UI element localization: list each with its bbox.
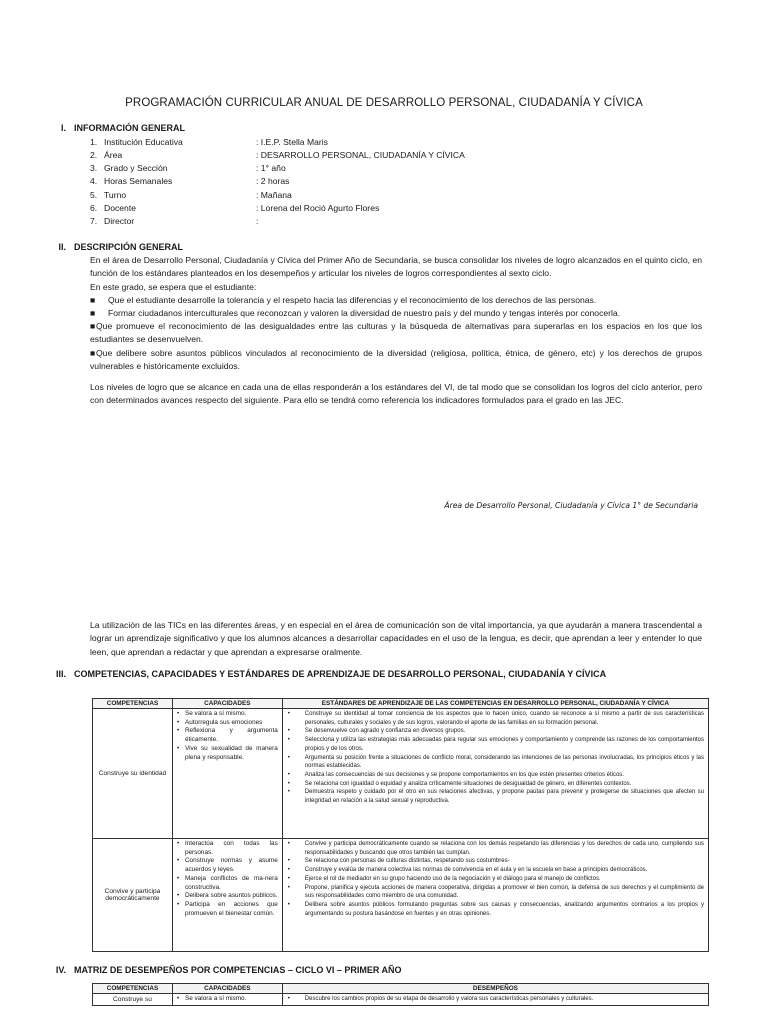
estandares-cell bbox=[282, 839, 708, 952]
info-label: Turno bbox=[104, 190, 127, 200]
capacidades-cell bbox=[172, 709, 282, 839]
section-heading-competencias bbox=[50, 669, 730, 679]
table-row bbox=[93, 709, 709, 839]
table-header-row bbox=[93, 699, 709, 709]
info-row-turno: 5. Turno : Mañana bbox=[90, 190, 292, 200]
list-item: • Reflexiona y argumenta éticamente. bbox=[176, 727, 278, 744]
tics-paragraph: La utilización de las TICs en las diferentes áreas, y en especial en el área de comunicación son de vital importancia, ya que ayudarán a manera trascendental a lograr un aprendizaje significativo y que los alumnos alcances a desarrollar capacidades en el uso de la lengua, es decir, que aprendan a leer y entender lo que leen, que aprendan a redactar y que aprendan a expresarse oralmente. bbox=[90, 620, 702, 657]
list-item: • Delibera sobre asuntos públicos formulando preguntas sobre sus causas y consecuencias, analizando argumentos contrarios a los propios y argumentando su postura basándose en fuentes y en otras opiniones. bbox=[285, 901, 704, 918]
section-title: COMPETENCIAS, CAPACIDADES Y ESTÁNDARES DE APRENDIZAJE DE DESARROLLO PERSONAL, CIUDADANÍA Y CÍVICA bbox=[74, 669, 607, 679]
square-bullet-icon: ■ bbox=[90, 348, 96, 358]
column-header: DESEMPEÑOS bbox=[282, 984, 708, 994]
info-value: : I.E.P. Stella Maris bbox=[256, 137, 328, 147]
info-value: : 1° año bbox=[256, 163, 286, 173]
table-header-row bbox=[93, 984, 709, 994]
expectation-intro: En este grado, se espera que el estudiante: bbox=[90, 282, 257, 292]
section-title: MATRIZ DE DESEMPEÑOS POR COMPETENCIAS – CICLO VI – PRIMER AÑO bbox=[74, 965, 402, 975]
competencia-cell: Convive y participa democráticamente bbox=[93, 839, 173, 952]
section-number: I. bbox=[60, 123, 66, 133]
section-number: II. bbox=[58, 242, 66, 252]
list-item: • Demuestra respeto y cuidado por el otro en sus relaciones afectivas, y propone pautas para prevenir y protegerse de situaciones que afecten su integridad en relación a la salud sexual y reproductiva. bbox=[285, 788, 704, 805]
list-item: • Se valora a sí mismo. bbox=[176, 995, 278, 1004]
list-item: • Ejerce el rol de mediador en su grupo haciendo uso de la negociación y el diálogo para el manejo de conflictos. bbox=[285, 875, 704, 884]
competencias-table bbox=[92, 698, 709, 952]
info-row-grado: 3. Grado y Sección : 1° año bbox=[90, 163, 286, 173]
square-bullet-icon: ■ bbox=[90, 321, 96, 331]
list-item: • Construye su identidad al tomar conciencia de los aspectos que lo hacen único, cuando se reconoce a sí mismo a partir de sus características personales, culturales y sociales y de sus logros, valorando el aporte de las familias en su formación personal. bbox=[285, 710, 704, 727]
info-label: Horas Semanales bbox=[104, 176, 173, 186]
bullet-item: ■ Formar ciudadanos interculturales que reconozcan y valoren la diversidad de nuestro país y del mundo y tengas interés por conocerla. bbox=[90, 307, 702, 320]
table-row bbox=[93, 994, 709, 1006]
estandares-cell bbox=[282, 709, 708, 839]
levels-paragraph: Los niveles de logro que se alcance en cada una de ellas responderán a los estándares del VI, de tal modo que se consolidan los logros del ciclo anterior, pero con determinados avances respecto del siguiente. Para ello se tendrá como referencia los indicadores formulados para el grado en las JEC. bbox=[90, 382, 702, 406]
capacidades-cell bbox=[172, 839, 282, 952]
info-value: : bbox=[256, 216, 259, 226]
column-header: COMPETENCIAS bbox=[93, 984, 173, 994]
list-item: • Participa en acciones que promueven el bienestar común. bbox=[176, 901, 278, 918]
info-row-horas: 4. Horas Semanales : 2 horas bbox=[90, 176, 290, 186]
section-heading-descripcion-general bbox=[50, 242, 183, 252]
list-item: • Descubre los cambios propios de su etapa de desarrollo y valora sus características personales y culturales. bbox=[285, 995, 704, 1004]
list-item: • Delibera sobre asuntos públicos. bbox=[176, 892, 278, 901]
info-label: Director bbox=[104, 216, 135, 226]
info-label: Área bbox=[104, 150, 123, 160]
list-item: • Vive su sexualidad de manera plena y responsable. bbox=[176, 745, 278, 762]
square-bullet-icon: ■ bbox=[90, 295, 96, 305]
list-item: • Se valora a sí mismo. bbox=[176, 710, 278, 719]
info-label: Institución Educativa bbox=[104, 137, 183, 147]
column-header: ESTÁNDARES DE APRENDIZAJE DE LAS COMPETENCIAS EN DESARROLLO PERSONAL, CIUDADANÍA Y CÍVICA bbox=[282, 699, 708, 709]
list-item: • Argumenta su posición frente a situaciones de conflicto moral, considerando las intenciones de las personas involucradas, los principios éticos y las normas establecidas. bbox=[285, 754, 704, 771]
column-header: CAPACIDADES bbox=[172, 984, 282, 994]
info-row-area: 2. Área : DESARROLLO PERSONAL, CIUDADANÍA Y CÍVICA bbox=[90, 150, 465, 160]
page-footer: Área de Desarrollo Personal, Ciudadanía y Cívica 1° de Secundaria bbox=[444, 501, 698, 510]
list-item: • Autorregula sus emociones bbox=[176, 719, 278, 728]
bullet-item: ■Que promueve el reconocimiento de las desigualdades entre las culturas y la búsqueda de alternativas para superarlas en los espacios en los que los estudiantes se desenvuelven. bbox=[90, 321, 702, 345]
info-value: : 2 horas bbox=[256, 176, 290, 186]
section-title: DESCRIPCIÓN GENERAL bbox=[74, 242, 184, 252]
section-number: III. bbox=[55, 669, 66, 679]
competencia-cell: Construye su identidad bbox=[93, 709, 173, 839]
info-label: Grado y Sección bbox=[104, 163, 168, 173]
info-row-docente: 6. Docente : Lorena del Roció Agurto Flores bbox=[90, 203, 380, 213]
list-item: • Selecciona y utiliza las estrategias más adecuadas para regular sus emociones y comportamiento y comprende las razones de los comportamientos propios y de los otros. bbox=[285, 736, 704, 753]
list-item: • Se desenvuelve con agrado y confianza en diversos grupos. bbox=[285, 727, 704, 736]
list-item: • Convive y participa democráticamente cuando se relaciona con los demás respetando las diferencias y los derechos de cada uno, cumpliendo sus responsabilidades y buscando que otros también las cumplan. bbox=[285, 840, 704, 857]
list-item: • Construye normas y asume acuerdos y leyes. bbox=[176, 857, 278, 874]
list-item: • Se relaciona con personas de culturas distintas, respetando sus costumbres- bbox=[285, 857, 704, 866]
section-heading-informacion-general bbox=[50, 123, 185, 133]
info-value: : Mañana bbox=[256, 190, 292, 200]
info-row-institucion: 1. Institución Educativa : I.E.P. Stella Maris bbox=[90, 137, 328, 147]
table-row bbox=[93, 839, 709, 952]
info-row-director: 7. Director : bbox=[90, 216, 259, 226]
list-item: • Propone, planifica y ejecuta acciones de manera cooperativa, dirigidas a promover el bien común, la defensa de sus derechos y el cumplimiento de sus responsabilidades como miembro de una comunidad. bbox=[285, 884, 704, 901]
column-header: CAPACIDADES bbox=[172, 699, 282, 709]
info-value: : DESARROLLO PERSONAL, CIUDADANÍA Y CÍVICA bbox=[256, 150, 465, 160]
list-item: • Analiza las consecuencias de sus decisiones y se propone comportamientos en los que estén presentes criterios éticos. bbox=[285, 771, 704, 780]
capacidades-cell bbox=[172, 994, 282, 1006]
list-item: • Interactúa con todas las personas. bbox=[176, 840, 278, 857]
section-number: IV. bbox=[55, 965, 66, 975]
list-item: • Construye y evalúa de manera colectiva las normas de convivencia en el aula y en la escuela en base a principios democráticos. bbox=[285, 866, 704, 875]
section-heading-matriz bbox=[50, 965, 402, 975]
list-item: • Se relaciona con igualdad o equidad y analiza críticamente situaciones de desigualdad de género, en diferentes contextos. bbox=[285, 780, 704, 789]
matriz-table bbox=[92, 983, 709, 1006]
description-paragraph: En el área de Desarrollo Personal, Ciudadanía y Cívica del Primer Año de Secundaria, se busca consolidar los niveles de logro alcanzados en el quinto ciclo, en función de los estándares planteados en los desempeños y articular los niveles de logros correspondientes al sexto ciclo. bbox=[90, 255, 702, 279]
info-value: : Lorena del Roció Agurto Flores bbox=[256, 203, 380, 213]
info-label: Docente bbox=[104, 203, 137, 213]
bullet-item: ■ Que el estudiante desarrolle la tolerancia y el respeto hacia las diferencias y el reconocimiento de los derechos de las personas. bbox=[90, 294, 702, 307]
square-bullet-icon: ■ bbox=[90, 308, 96, 318]
competencia-cell: Construye su bbox=[93, 994, 173, 1006]
desempenos-cell bbox=[282, 994, 708, 1006]
page-title: PROGRAMACIÓN CURRICULAR ANUAL DE DESARROLLO PERSONAL, CIUDADANÍA Y CÍVICA bbox=[125, 97, 643, 109]
column-header: COMPETENCIAS bbox=[93, 699, 173, 709]
bullet-item: ■Que delibere sobre asuntos públicos vinculados al reconocimiento de la diversidad (religiosa, política, étnica, de género, etc) y los derechos de grupos vulnerables e históricamente excluidos. bbox=[90, 348, 702, 372]
section-title: INFORMACIÓN GENERAL bbox=[74, 123, 185, 133]
list-item: • Maneja conflictos de ma-nera constructiva. bbox=[176, 875, 278, 892]
